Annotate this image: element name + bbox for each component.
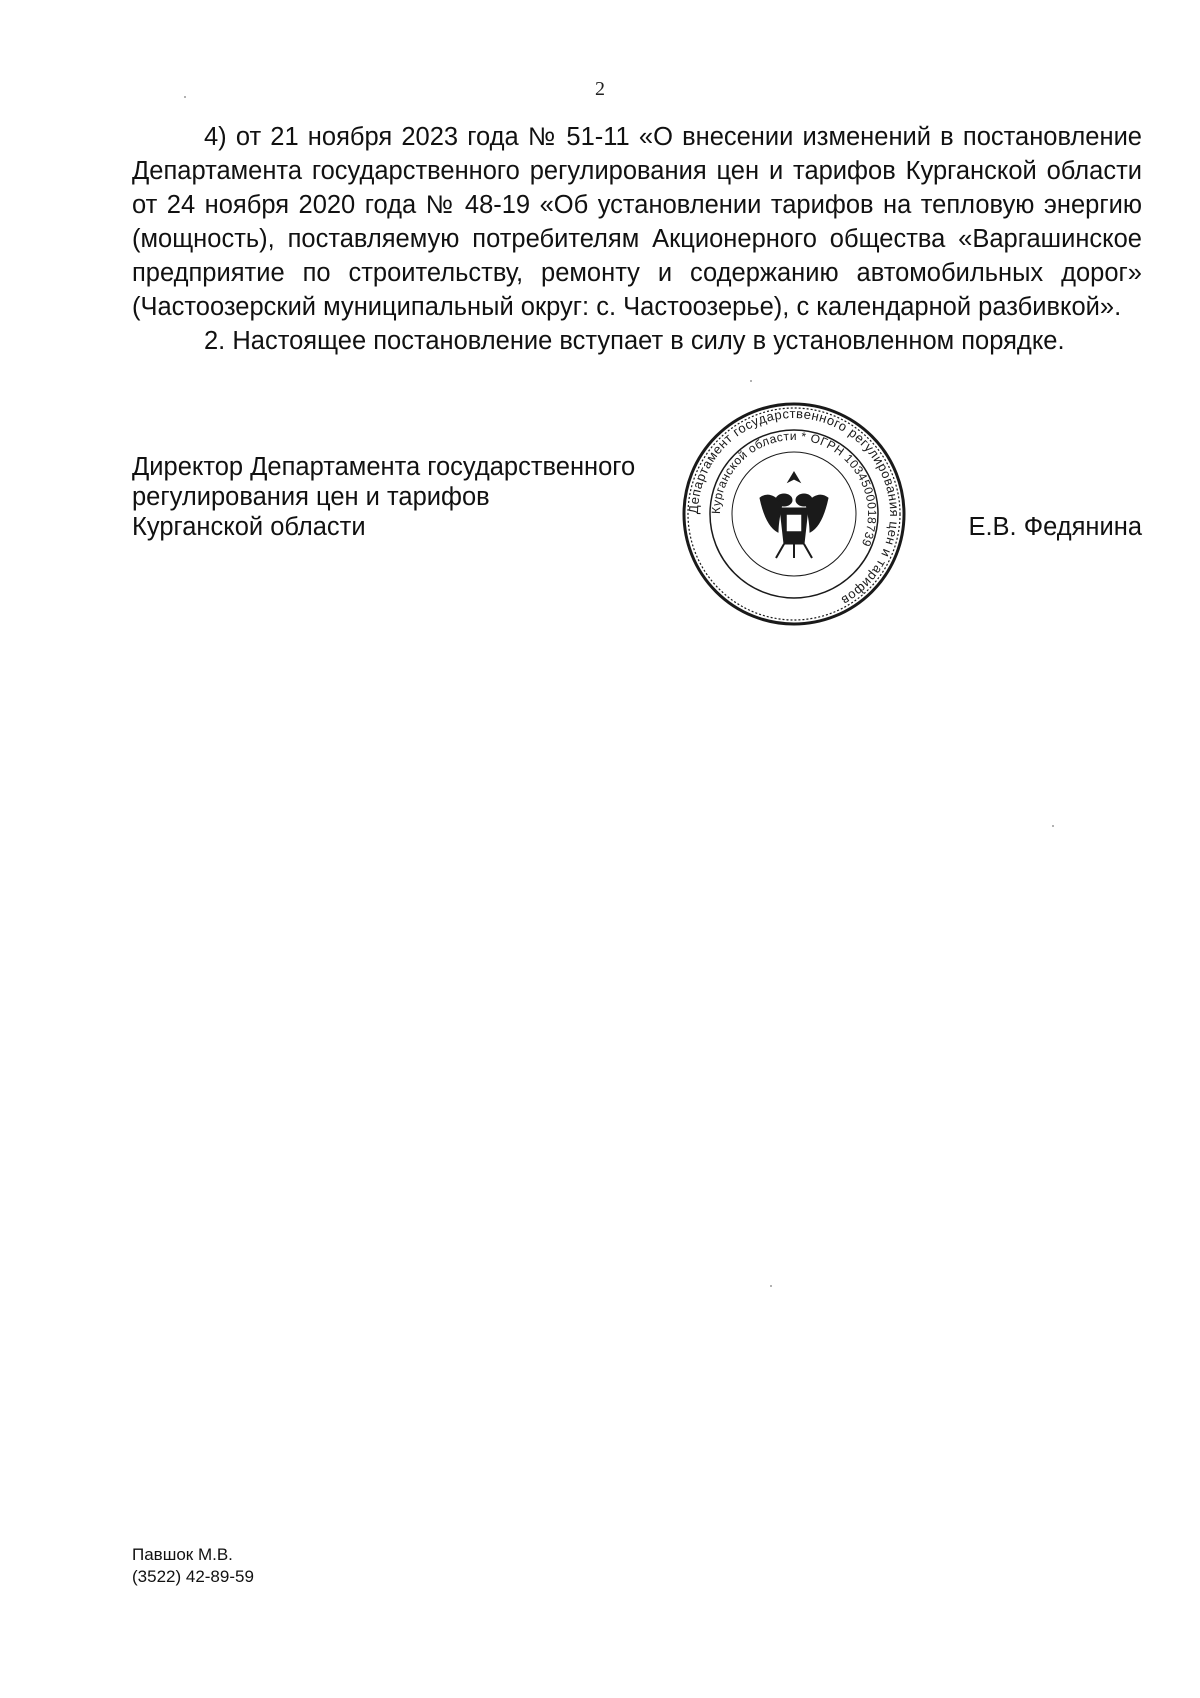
scan-speck [750, 380, 752, 382]
position-line: регулирования цен и тарифов [132, 483, 490, 511]
executor-block [132, 1544, 254, 1588]
paragraph-clause-2: 2. Настоящее постановление вступает в силу в установленном порядке. [204, 327, 1065, 355]
signatory-name: Е.В. Федянина [968, 513, 1142, 541]
position-line: Директор Департамента государственного [132, 453, 636, 481]
paragraph-item-4: 4) от 21 ноября 2023 года № 51-11 «О внесении изменений в постановление Департамента государственного регулирования цен и тарифов Курганской области от 24 ноября 2020 года № 48-19 «Об установлении тарифов на тепловую энергию (мощность), поставляемую потребителям Акционерного общества «Варгашинское предприятие по строительству, ремонту и содержанию автомобильных дорог» (Частоозерский муниципальный округ: с. Частоозерье), с календарной разбивкой». [132, 123, 1142, 321]
position-line: Курганской области [132, 513, 366, 541]
seal-inner-text: Курганской области * ОГРН 1034500018739 [708, 428, 880, 549]
signatory-position [132, 452, 732, 542]
page-number: 2 [595, 78, 605, 100]
document-body [132, 120, 1142, 358]
scan-speck [184, 96, 186, 98]
executor-name: Павшок М.В. [132, 1545, 233, 1564]
scan-speck [770, 1285, 772, 1287]
seal-outer-text: Департамент государственного регулирования цен и тарифов [685, 405, 903, 609]
coat-of-arms-emblem [760, 472, 828, 558]
executor-phone: (3522) 42-89-59 [132, 1567, 254, 1586]
official-seal-stamp [680, 400, 908, 628]
scan-speck [1052, 825, 1054, 827]
